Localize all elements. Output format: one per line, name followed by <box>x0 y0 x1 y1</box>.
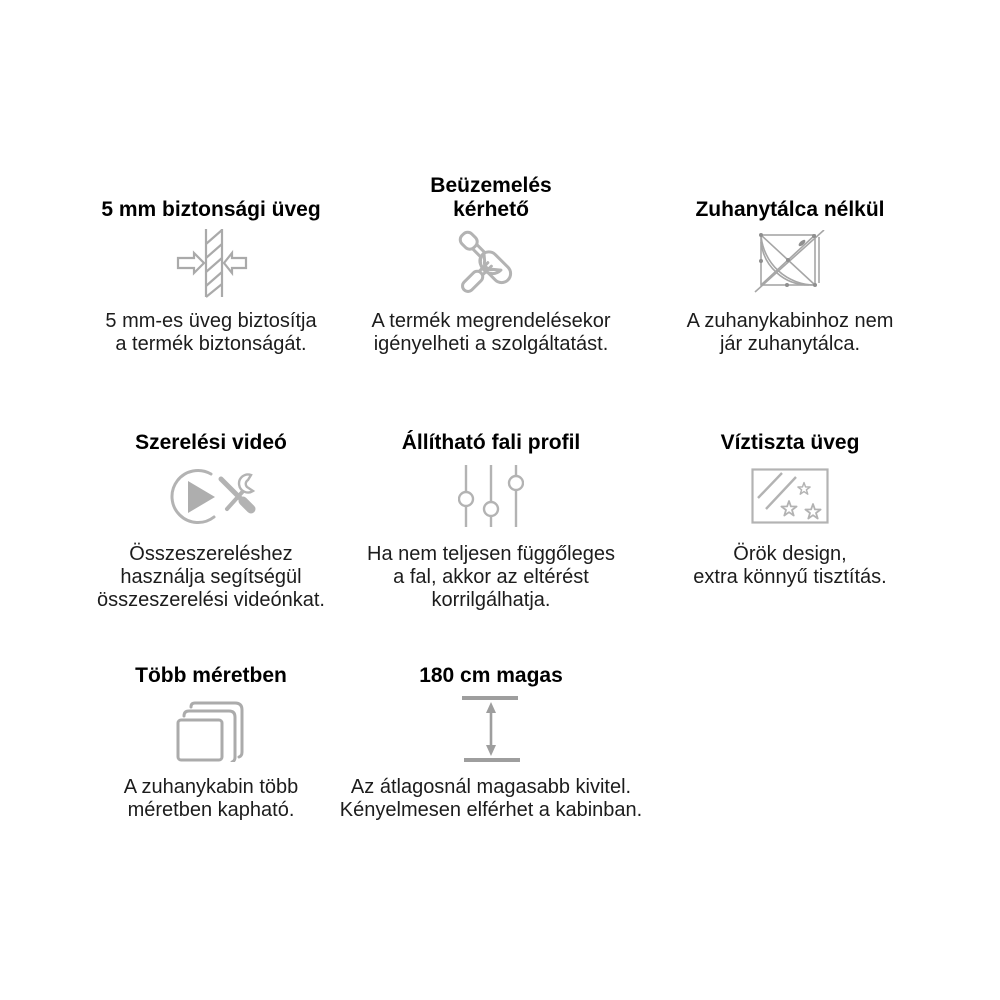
feature-title-line: 5 mm biztonsági üveg <box>101 198 321 221</box>
feature-multiple-sizes <box>65 638 357 871</box>
feature-description <box>105 304 316 356</box>
feature-title <box>101 172 320 222</box>
description-line: jár zuhanytálca. <box>719 333 861 355</box>
feature-title <box>135 405 287 455</box>
description-line: A zuhanykabin több <box>123 776 299 798</box>
glass-thickness-icon <box>168 222 254 304</box>
description-line: A zuhanykabinhoz nem <box>686 310 894 332</box>
feature-title <box>135 638 287 688</box>
feature-description <box>693 537 886 589</box>
description-line: használja segítségül <box>120 566 302 588</box>
feature-description <box>340 770 642 822</box>
clear-glass-icon <box>751 455 829 537</box>
description-line: a termék biztonságát. <box>115 333 307 355</box>
feature-clear-glass <box>625 405 955 638</box>
description-line: 5 mm-es üveg biztosítja <box>105 310 317 332</box>
description-line: Összeszereléshez <box>129 543 293 565</box>
feature-description <box>371 304 610 356</box>
feature-glass-5mm <box>65 172 357 405</box>
feature-assembly-video <box>65 405 357 638</box>
feature-title <box>721 405 860 455</box>
description-line: a fal, akkor az eltérést <box>393 566 589 588</box>
description-line: Az átlagosnál magasabb kivitel. <box>350 776 632 798</box>
assembly-video-icon <box>161 455 261 537</box>
feature-title-line: Állítható fali profil <box>401 431 581 454</box>
feature-title-line: kérhető <box>453 198 529 221</box>
feature-title-line: Beüzemelés <box>430 174 552 197</box>
features-grid <box>65 172 955 871</box>
feature-installation-service <box>357 172 625 405</box>
description-line: Kényelmesen elférhet a kabinban. <box>339 799 643 821</box>
description-line: korrilgálhatja. <box>431 589 551 611</box>
feature-title-line: 180 cm magas <box>419 664 563 687</box>
feature-adjustable-profile <box>357 405 625 638</box>
installation-tools-icon <box>445 222 537 304</box>
feature-height-180cm <box>339 638 643 871</box>
feature-title <box>695 172 884 222</box>
description-line: Ha nem teljesen függőleges <box>367 543 615 565</box>
description-line: méretben kapható. <box>127 799 295 821</box>
feature-description <box>367 537 615 612</box>
feature-title <box>430 172 551 222</box>
no-shower-tray-icon <box>752 222 828 304</box>
description-line: összeszerelési videónkat. <box>97 589 325 611</box>
description-line: Örök design, <box>733 543 847 565</box>
feature-no-shower-tray <box>625 172 955 405</box>
feature-title-line: Szerelési videó <box>135 431 287 454</box>
feature-title <box>402 405 581 455</box>
feature-description <box>97 537 325 612</box>
multiple-sizes-icon <box>175 688 247 770</box>
feature-description <box>687 304 894 356</box>
description-line: extra könnyű tisztítás. <box>693 566 887 588</box>
feature-title-line: Több méretben <box>135 664 287 687</box>
description-line: A termék megrendelésekor <box>371 310 611 332</box>
adjustable-profile-sliders-icon <box>458 455 524 537</box>
feature-description <box>124 770 299 822</box>
feature-title-line: Víztiszta üveg <box>720 431 860 454</box>
description-line: igényelheti a szolgáltatást. <box>373 333 609 355</box>
height-arrow-icon <box>461 688 521 770</box>
feature-title <box>419 638 563 688</box>
feature-title-line: Zuhanytálca nélkül <box>695 198 885 221</box>
